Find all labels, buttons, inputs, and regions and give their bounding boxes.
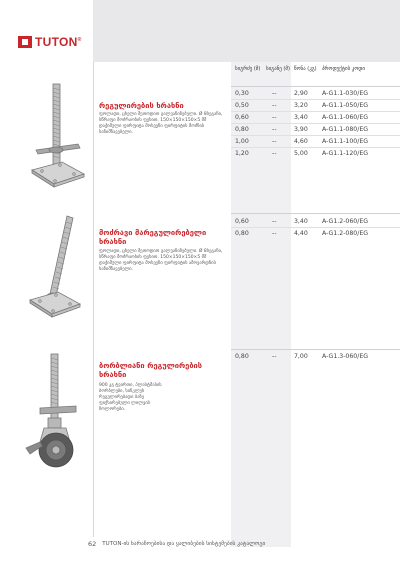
table-row: 0,30 -- 2,90 A-G1.1-030/EG [235, 90, 369, 97]
brand-logo [18, 35, 82, 49]
brand-name: TUTON® [35, 35, 82, 49]
brand-logo-icon [18, 36, 32, 48]
header-length: სიგრძე (მ) [235, 66, 261, 72]
table-row: 0,60 -- 3,40 A-G1.1-060/EG [235, 114, 369, 121]
swivel-screw-jack-image [22, 214, 92, 322]
table-row: 0,80 -- 7,00 A-G1.3-060/EG [235, 353, 369, 360]
header-separator [231, 86, 400, 87]
table-row: 1,20 -- 5,00 A-G1.1-120/EG [235, 150, 369, 157]
footer [88, 540, 265, 548]
product-3-description: 900 კგ ტვირთი, პლასტმასის ბორბლები, სინკლუს რეგულირებადი ბაზე ფიქსირებული ლილვის ზოლორები. [99, 383, 162, 412]
product-3-title: ბორბლიანი რეგულირების ხრახნი [99, 361, 203, 379]
table-row: 1,00 -- 4,60 A-G1.1-100/EG [235, 138, 369, 145]
product-1-title: რეგულირების ხრახნი [99, 101, 184, 110]
header-band [93, 0, 400, 62]
product-2-description: ფოლადი, ცხელი მეთოდით გალვანიზებული. Ø 8სეგანი, სწრაფი მოძრაობის ფეხით. 150×150×150×5 მმ დაჭიმული ფირფიტა მოსვენი ფირფიტის ამოვარდნის სანიშნავებელი. [99, 249, 223, 272]
section-separator [231, 213, 400, 214]
product-2-title: მოძრავი მარეგულირებელი ხრახნი [99, 228, 207, 246]
table-row: 0,80 -- 4,40 A-G1.2-080/EG [235, 230, 369, 237]
castor-screw-jack-image [18, 350, 94, 472]
adjustable-screw-jack-image [22, 82, 92, 192]
table-row: 0,60 -- 3,40 A-G1.2-060/EG [235, 218, 369, 225]
header-weight: წონა (კგ) [294, 66, 317, 72]
section-separator [231, 349, 400, 350]
page-number: 62 [88, 540, 97, 548]
header-code: პროდუქტის კოდი [322, 66, 365, 72]
table-row: 0,80 -- 3,90 A-G1.1-080/EG [235, 126, 369, 133]
table-row: 0,50 -- 3,20 A-G1.1-050/EG [235, 102, 369, 109]
footer-text: TUTON-ის ხარაჩოებისა და ყალიბების სისტემების კატალოგი [102, 541, 266, 547]
header-width: სიგანე (მ) [266, 66, 290, 72]
product-1-description: ფოლადი, ცხელი მეთოდით გალვანიზებული. Ø 8სეგანი, სწრაფი მოძრაობის ფეხით. 150×150×150×5 მმ დაჭიმული ფირფიტა მოსვენი ფირფიტის მოძნის სანიშნავებელი. [99, 112, 223, 135]
